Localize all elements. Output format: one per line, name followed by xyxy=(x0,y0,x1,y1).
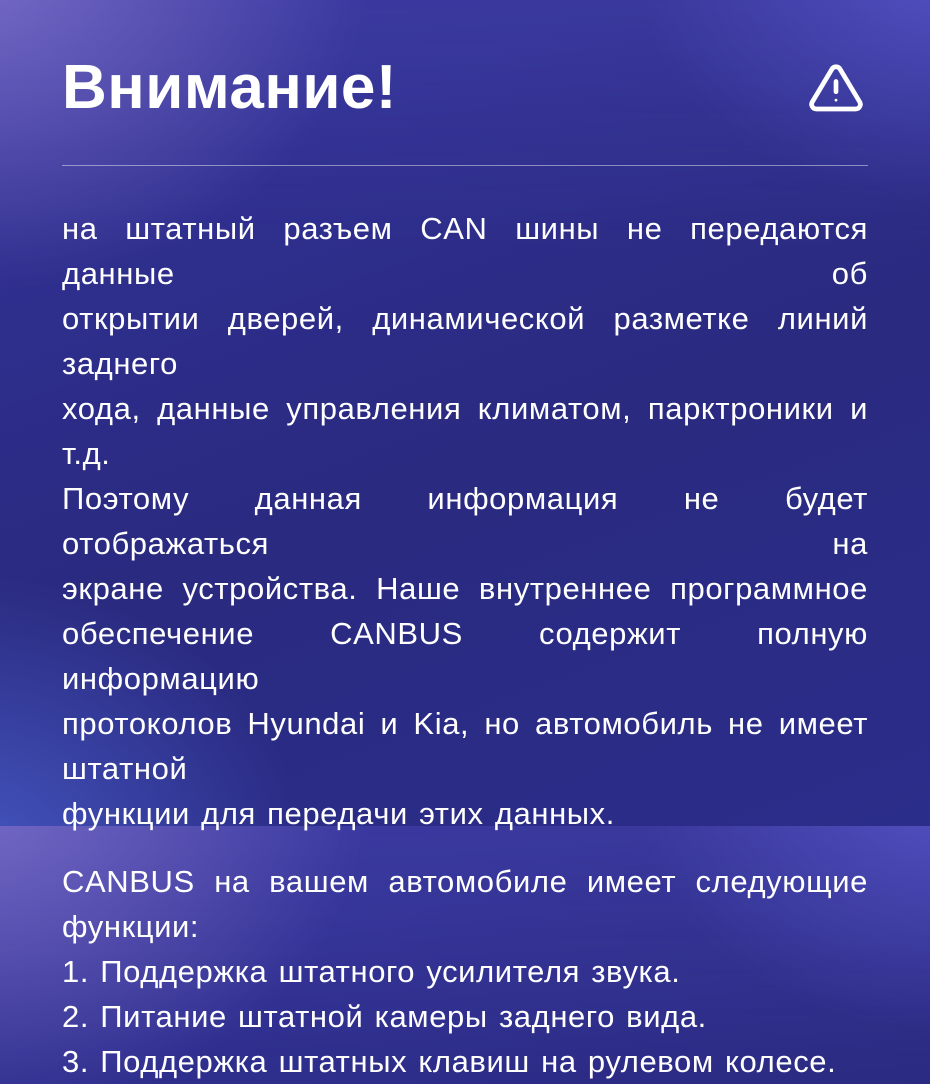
functions-list-block xyxy=(62,859,868,1084)
list-item: 1. Поддержка штатного усилителя звука. xyxy=(62,954,681,989)
paragraph-line: экране устройства. Наше внутреннее программное xyxy=(62,571,868,606)
notice-page xyxy=(0,52,930,1079)
divider xyxy=(62,165,868,166)
list-item: 2. Питание штатной камеры заднего вида. xyxy=(62,999,707,1034)
paragraph-line: протоколов Hyundai и Kia, но автомобиль не имеет штатной xyxy=(62,706,868,786)
paragraph-line: на штатный разъем CAN шины не передаются данные об xyxy=(62,211,868,291)
header xyxy=(62,52,868,124)
paragraph-line: открытии дверей, динамической разметке линий заднего xyxy=(62,301,868,381)
functions-intro-line: CANBUS на вашем автомобиле имеет следующие функции: xyxy=(62,864,868,944)
page-title: Внимание! xyxy=(62,53,398,122)
paragraph-line: Поэтому данная информация не будет отображаться на xyxy=(62,481,868,561)
list-item: 3. Поддержка штатных клавиш на рулевом колесе. xyxy=(62,1044,837,1079)
main-paragraph xyxy=(62,206,868,836)
paragraph-line: хода, данные управления климатом, парктроники и т.д. xyxy=(62,391,868,471)
paragraph-line: функции для передачи этих данных. xyxy=(62,796,615,831)
warning-triangle-icon xyxy=(806,60,866,116)
paragraph-line: обеспечение CANBUS содержит полную информацию xyxy=(62,616,868,696)
